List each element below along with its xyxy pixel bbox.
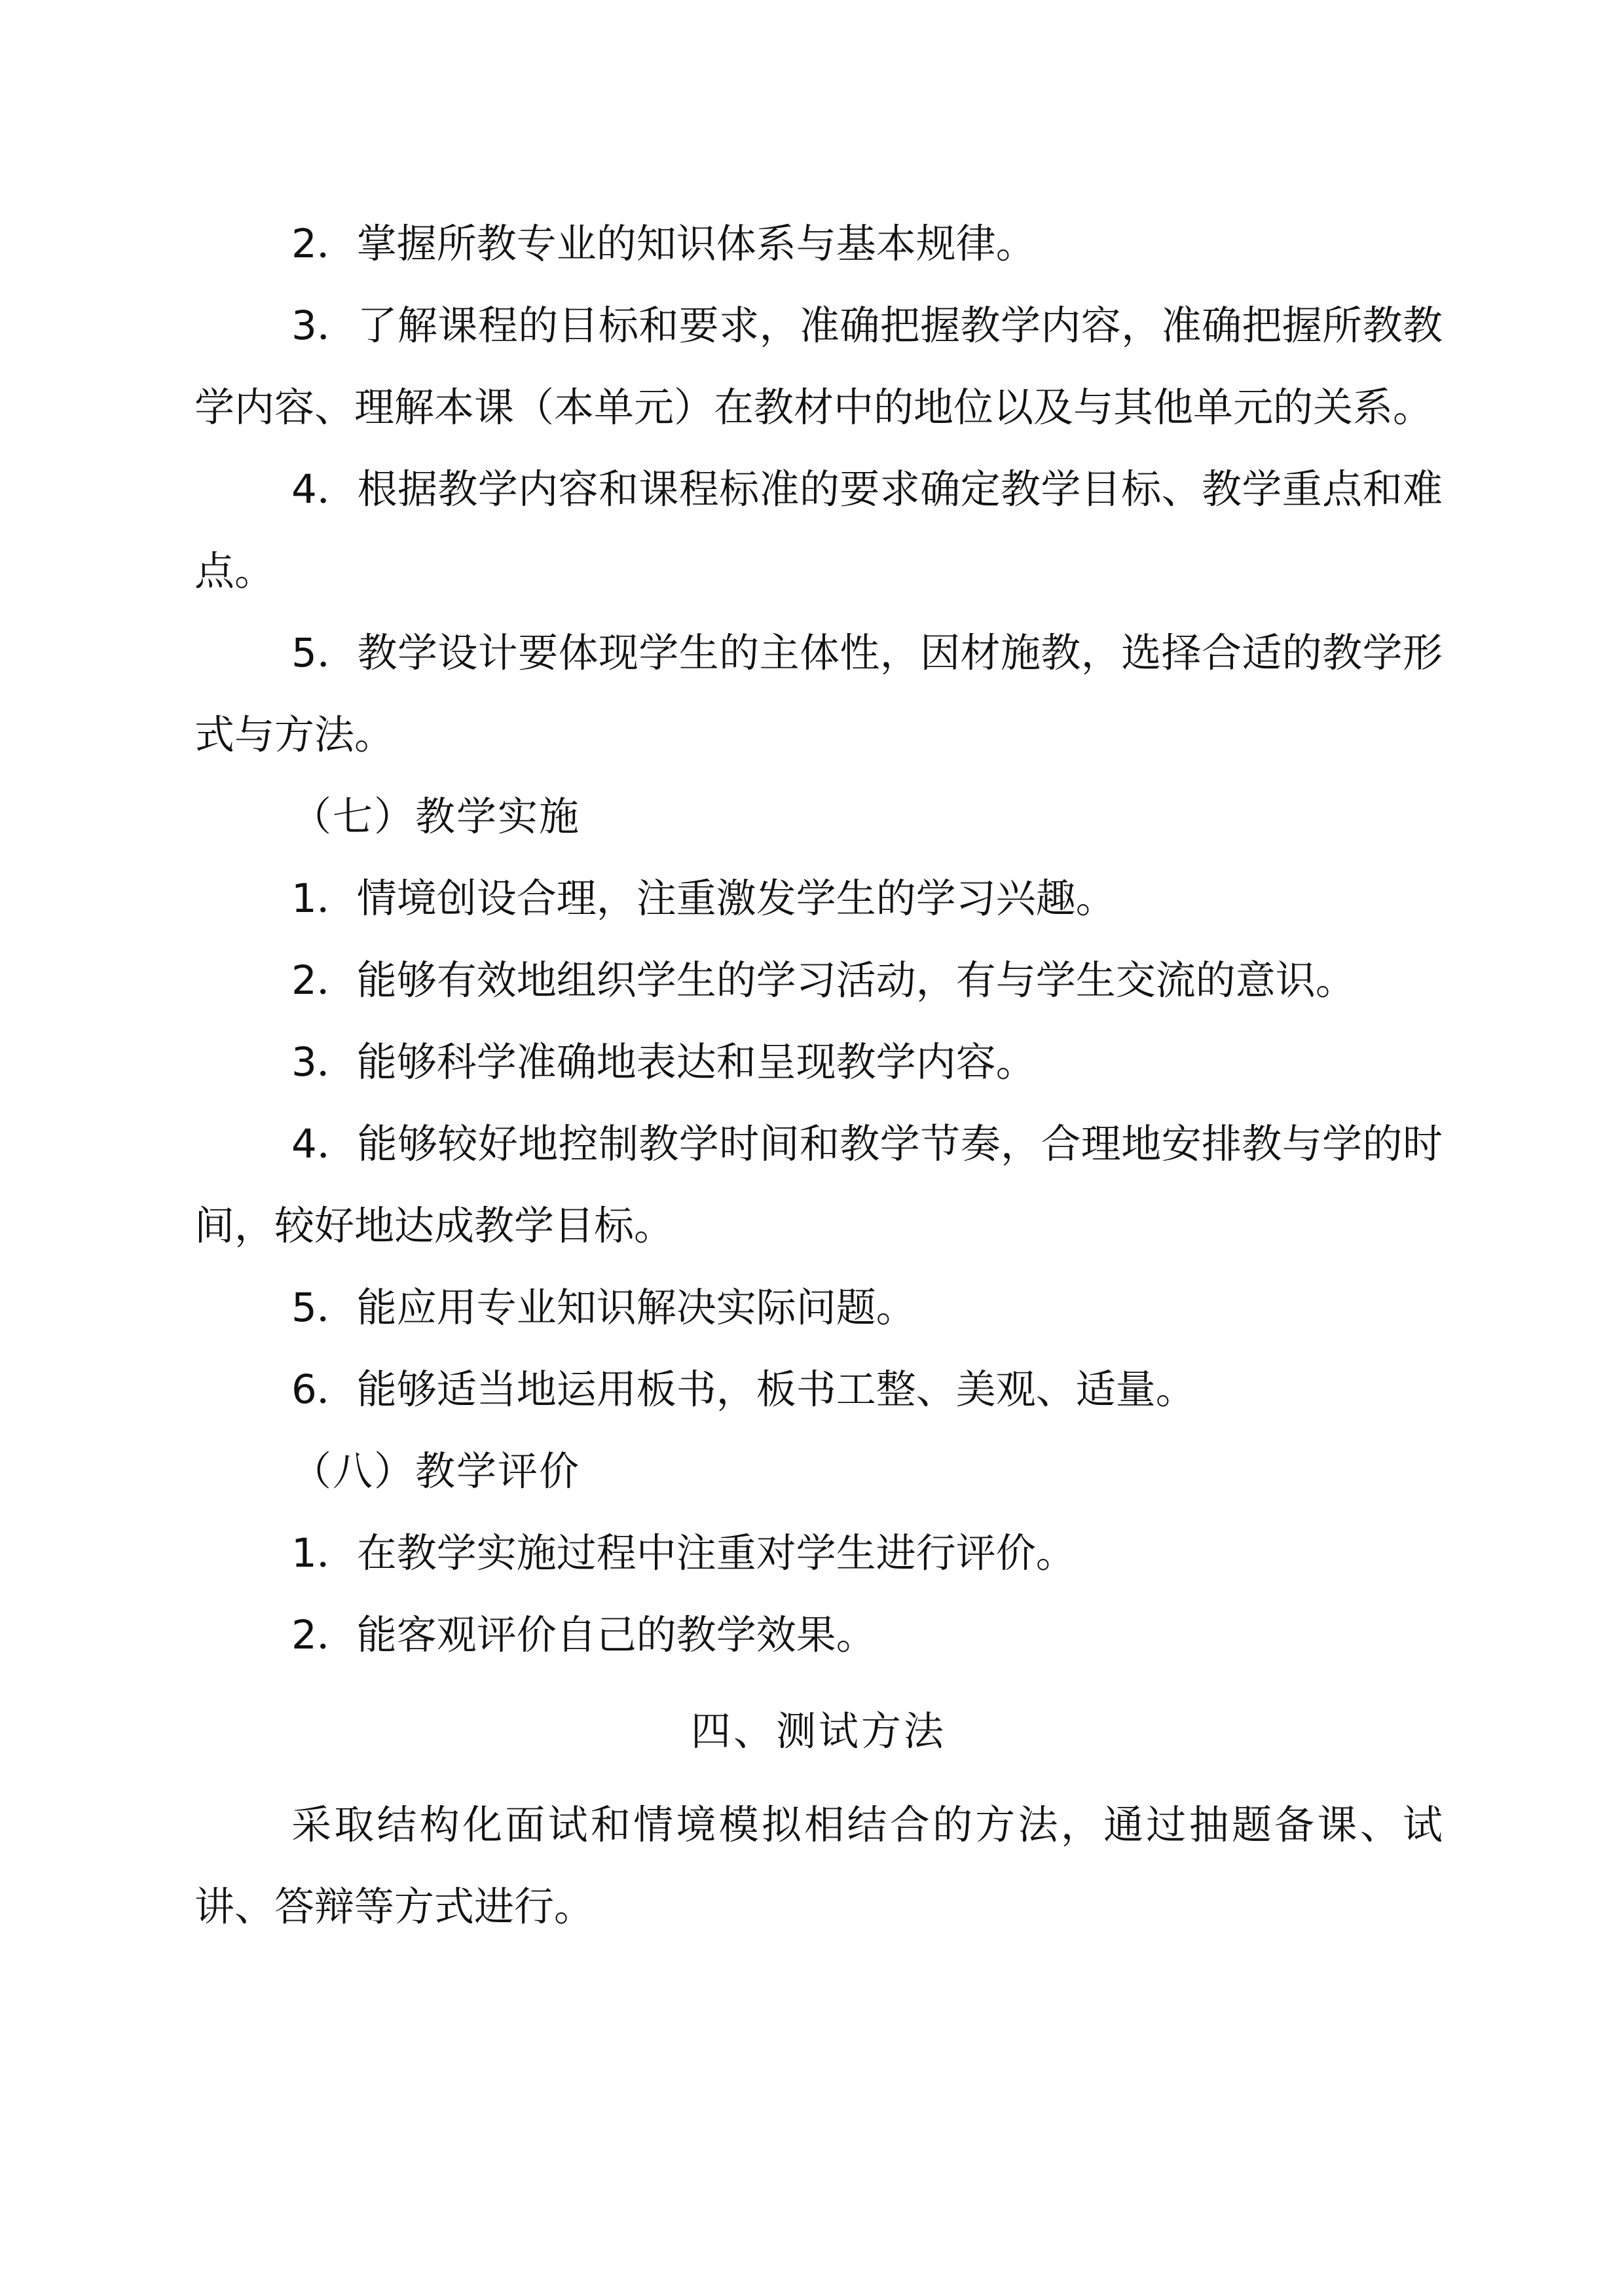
implementation-item-1: 1．情境创设合理，注重激发学生的学习兴趣。: [291, 875, 1116, 922]
list-item-2: 2．掌握所教专业的知识体系与基本规律。: [291, 221, 1036, 267]
section-heading-test-method: 四、测试方法: [690, 1708, 946, 1755]
list-item-5: 5．教学设计要体现学生的主体性，因材施教，选择合适的教学形式与方法。: [194, 630, 1443, 758]
document-body: [194, 203, 1443, 1948]
implementation-item-3: 3．能够科学准确地表达和呈现教学内容。: [291, 1039, 1036, 1085]
test-method-paragraph: 采取结构化面试和情境模拟相结合的方法，通过抽题备课、试讲、答辩等方式进行。: [194, 1802, 1443, 1930]
evaluation-item-1: 1．在教学实施过程中注重对学生进行评价。: [291, 1530, 1076, 1576]
implementation-item-6: 6．能够适当地运用板书，板书工整、美观、适量。: [291, 1366, 1196, 1413]
section-heading-teaching-implementation: （七）教学实施: [291, 793, 581, 840]
implementation-item-5: 5．能应用专业知识解决实际问题。: [291, 1285, 916, 1331]
evaluation-item-2: 2．能客观评价自己的教学效果。: [291, 1612, 876, 1658]
list-item-3: 3．了解课程的目标和要求，准确把握教学内容，准确把握所教教学内容、理解本课（本单元）在教材中的地位以及与其他单元的关系。: [194, 302, 1443, 431]
implementation-item-4: 4．能够较好地控制教学时间和教学节奏，合理地安排教与学的时间，较好地达成教学目标。: [194, 1121, 1443, 1249]
implementation-item-2: 2．能够有效地组织学生的学习活动，有与学生交流的意识。: [291, 957, 1356, 1004]
list-item-4: 4．根据教学内容和课程标准的要求确定教学目标、教学重点和难点。: [194, 466, 1443, 594]
section-heading-teaching-evaluation: （八）教学评价: [291, 1448, 581, 1495]
